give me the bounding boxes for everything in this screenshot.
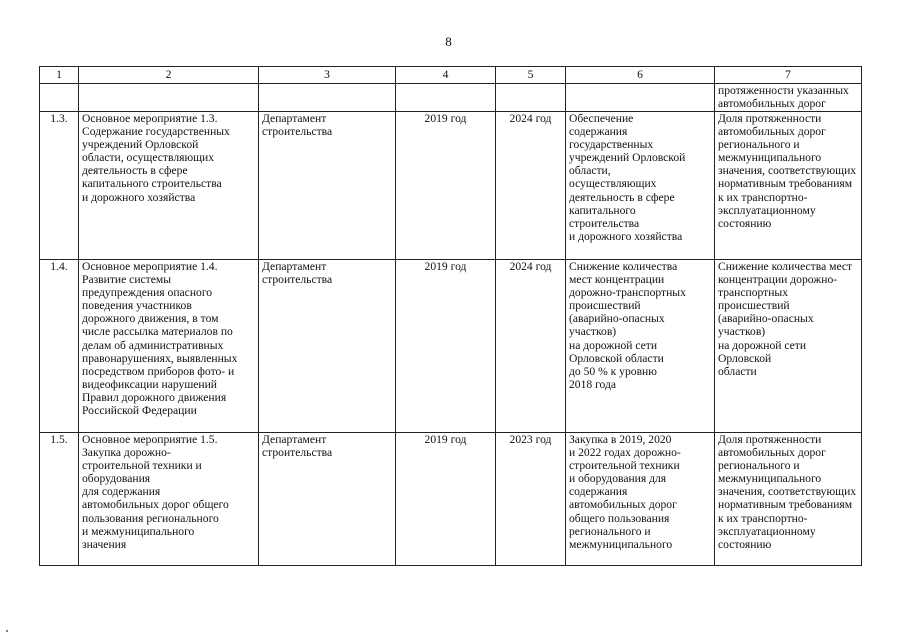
indicator-cell: Доля протяженности автомобильных дорог регионального и межмуниципального значения, соответствующих нормативным требованиям к их транспортно- эксплуатационному состоянию: [715, 112, 862, 260]
expected-result-cell: Обеспечение содержания государственных учреждений Орловской области, осуществляющих деятельность в сфере капитального строительства и дорожного хозяйства: [566, 112, 715, 260]
table-row-continuation: [40, 84, 862, 112]
empty-cell: [396, 84, 496, 112]
empty-cell: [259, 84, 396, 112]
measure-name-cell: Основное мероприятие 1.5. Закупка дорожно- строительной техники и оборудования для содержания автомобильных дорог общего пользования регионального и межмуниципального значения: [79, 433, 259, 566]
empty-cell: [566, 84, 715, 112]
row-number-cell: 1.4.: [40, 260, 79, 433]
executor-cell: Департамент строительства: [259, 433, 396, 566]
end-year-cell: 2023 год: [496, 433, 566, 566]
measure-name-cell: Основное мероприятие 1.4. Развитие системы предупреждения опасного поведения участников дорожного движения, в том числе рассылка материалов по делам об административных правонарушениях, выявленных посредством приборов фото- и видеофиксации нарушений Правил дорожного движения Российской Федерации: [79, 260, 259, 433]
header-col-3: 3: [259, 67, 396, 84]
program-measures-table: [39, 66, 862, 566]
header-col-2: 2: [79, 67, 259, 84]
header-col-1: 1: [40, 67, 79, 84]
indicator-cell: Снижение количества мест концентрации дорожно- транспортных происшествий (аварийно-опасных участков) на дорожной сети Орловской области: [715, 260, 862, 433]
expected-result-cell: Закупка в 2019, 2020 и 2022 годах дорожно- строительной техники и оборудования для содержания автомобильных дорог общего пользования регионального и межмуниципального: [566, 433, 715, 566]
end-year-cell: 2024 год: [496, 260, 566, 433]
indicator-cell: Доля протяженности автомобильных дорог регионального и межмуниципального значения, соответствующих нормативным требованиям к их транспортно- эксплуатационному состоянию: [715, 433, 862, 566]
start-year-cell: 2019 год: [396, 433, 496, 566]
header-col-6: 6: [566, 67, 715, 84]
row-number-cell: 1.5.: [40, 433, 79, 566]
indicator-cell: протяженности указанных автомобильных дорог: [715, 84, 862, 112]
header-col-4: 4: [396, 67, 496, 84]
empty-cell: [40, 84, 79, 112]
empty-cell: [79, 84, 259, 112]
executor-cell: Департамент строительства: [259, 260, 396, 433]
table-row: [40, 260, 862, 433]
expected-result-cell: Снижение количества мест концентрации дорожно-транспортных происшествий (аварийно-опасных участков) на дорожной сети Орловской области до 50 % к уровню 2018 года: [566, 260, 715, 433]
page-number: 8: [445, 34, 452, 49]
scan-speck: [6, 630, 8, 632]
header-col-5: 5: [496, 67, 566, 84]
header-col-7: 7: [715, 67, 862, 84]
start-year-cell: 2019 год: [396, 112, 496, 260]
table-row: [40, 112, 862, 260]
end-year-cell: 2024 год: [496, 112, 566, 260]
row-number-cell: 1.3.: [40, 112, 79, 260]
executor-cell: Департамент строительства: [259, 112, 396, 260]
header-row: [40, 67, 862, 84]
empty-cell: [496, 84, 566, 112]
start-year-cell: 2019 год: [396, 260, 496, 433]
table-row: [40, 433, 862, 566]
measure-name-cell: Основное мероприятие 1.3. Содержание государственных учреждений Орловской области, осуществляющих деятельность в сфере капитального строительства и дорожного хозяйства: [79, 112, 259, 260]
